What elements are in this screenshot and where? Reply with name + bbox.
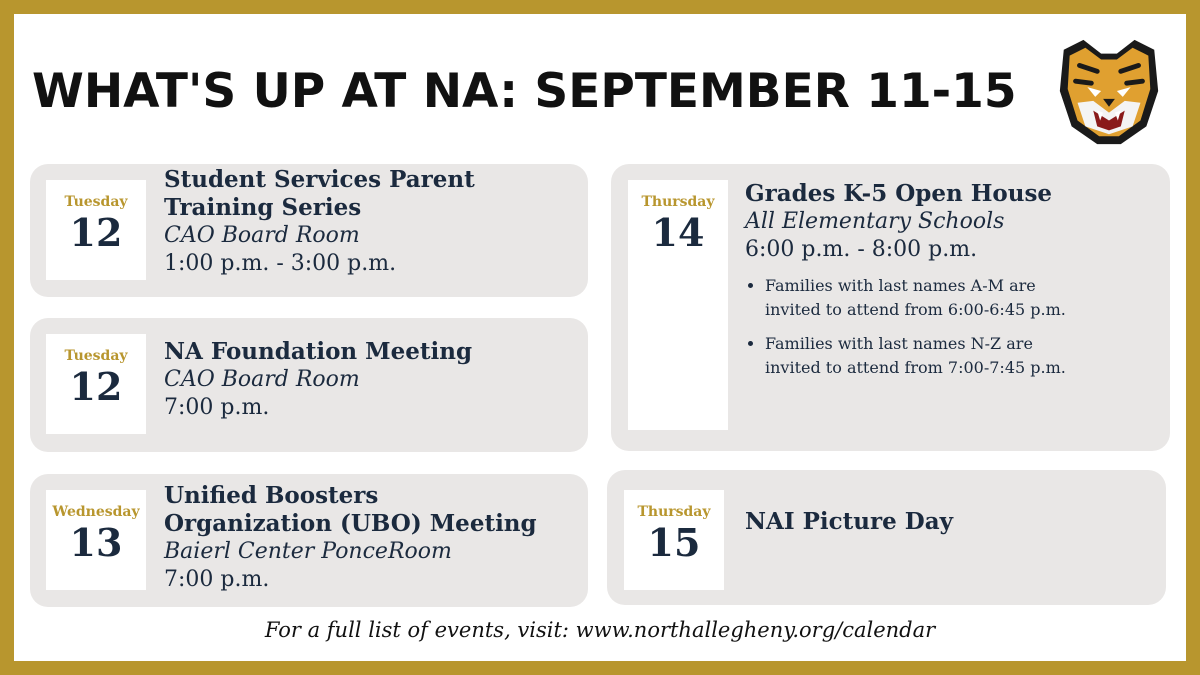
event-title: NA Foundation Meeting: [164, 338, 473, 365]
event-date-box: [46, 334, 146, 434]
event-date-box: [628, 180, 728, 430]
event-day-of-week: Tuesday: [64, 194, 128, 210]
event-details: [164, 338, 472, 422]
poster-frame: [14, 14, 1186, 661]
event-note: [765, 274, 1160, 322]
event-details: [164, 166, 475, 278]
event-location: CAO Board Room: [164, 367, 360, 392]
event-day-number: 15: [647, 520, 701, 565]
event-time: 1:00 p.m. - 3:00 p.m.: [164, 251, 397, 276]
event-day-number: 13: [69, 520, 123, 565]
event-day-number: 14: [651, 210, 705, 255]
event-note-line2: invited to attend from 6:00-6:45 p.m.: [765, 300, 1066, 319]
event-title-line1: Student Services Parent: [164, 166, 475, 193]
event-details: [164, 482, 537, 594]
event-day-of-week: Thursday: [637, 504, 711, 520]
event-day-of-week: Thursday: [641, 194, 715, 210]
event-location: Baierl Center PonceRoom: [164, 539, 452, 564]
event-title: NAI Picture Day: [745, 508, 953, 535]
footer-calendar-link: For a full list of events, visit: www.northallegheny.org/calendar: [264, 618, 936, 642]
event-time: 7:00 p.m.: [164, 567, 270, 592]
tiger-mascot-icon: [1050, 32, 1168, 150]
event-notes-list: [745, 274, 1160, 380]
event-day-of-week: Tuesday: [64, 348, 128, 364]
event-details: [745, 180, 1160, 390]
page-title: WHAT'S UP AT NA: SEPTEMBER 11-15: [32, 64, 1017, 119]
event-day-of-week: Wednesday: [52, 504, 140, 520]
event-title-line1: Unified Boosters: [164, 482, 379, 509]
event-date-box: [46, 490, 146, 590]
event-location: CAO Board Room: [164, 223, 360, 248]
event-date-box: [624, 490, 724, 590]
event-day-number: 12: [69, 210, 123, 255]
event-note-line1: Families with last names A-M are: [765, 276, 1036, 295]
event-details: [745, 508, 953, 536]
event-note-line2: invited to attend from 7:00-7:45 p.m.: [765, 358, 1066, 377]
event-time: 7:00 p.m.: [164, 395, 270, 420]
event-date-box: [46, 180, 146, 280]
event-day-number: 12: [69, 364, 123, 409]
event-note-line1: Families with last names N-Z are: [765, 334, 1033, 353]
event-title-line2: Training Series: [164, 194, 362, 221]
event-location: All Elementary Schools: [745, 209, 1005, 234]
event-title: Grades K-5 Open House: [745, 180, 1053, 207]
event-time: 6:00 p.m. - 8:00 p.m.: [745, 237, 978, 262]
event-note: [765, 332, 1160, 380]
event-title-line2: Organization (UBO) Meeting: [164, 510, 537, 537]
